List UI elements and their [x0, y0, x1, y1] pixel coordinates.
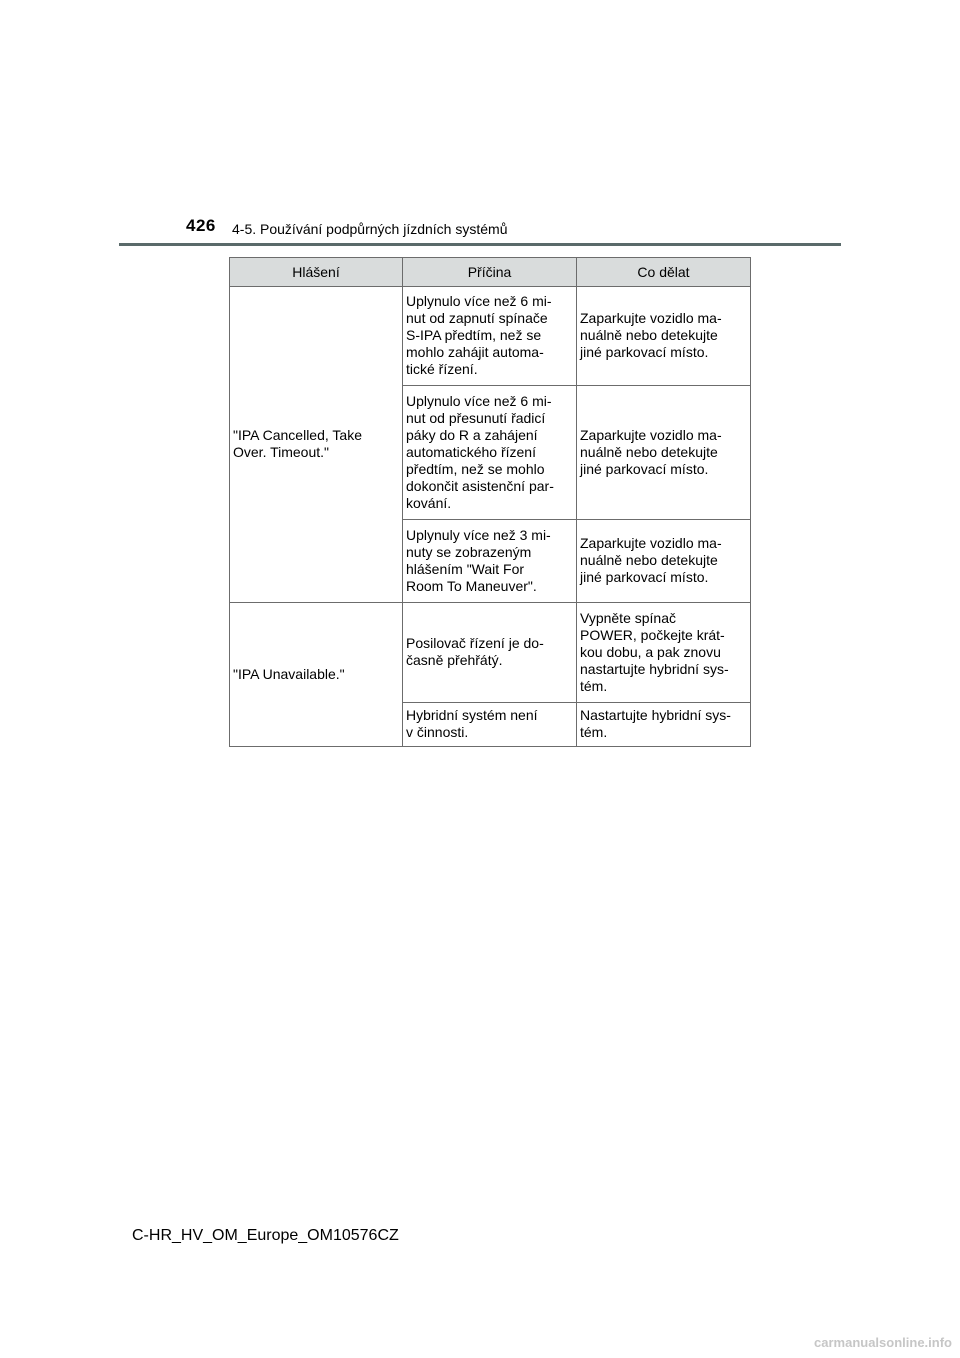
column-header-message: Hlášení	[230, 258, 403, 287]
cause-cell: Uplynuly více než 3 mi- nuty se zobrazeným hlášením "Wait For Room To Maneuver".	[403, 520, 577, 603]
header-divider	[119, 243, 841, 246]
action-cell: Vypněte spínač POWER, počkejte krát- kou dobu, a pak znovu nastartujte hybridní sys- tém.	[577, 603, 751, 703]
cause-cell: Posilovač řízení je do- časně přehřátý.	[403, 603, 577, 703]
action-cell: Zaparkujte vozidlo ma- nuálně nebo detekujte jiné parkovací místo.	[577, 520, 751, 603]
cause-cell: Uplynulo více než 6 mi- nut od přesunutí řadicí páky do R a zahájení automatického řízení předtím, než se mohlo dokončit asistenční par- kování.	[403, 386, 577, 520]
table-row	[230, 603, 751, 703]
message-table	[229, 257, 751, 747]
document-code: C-HR_HV_OM_Europe_OM10576CZ	[132, 1227, 399, 1244]
action-cell: Zaparkujte vozidlo ma- nuálně nebo detekujte jiné parkovací místo.	[577, 287, 751, 386]
message-cell: "IPA Cancelled, Take Over. Timeout."	[230, 287, 403, 603]
action-cell: Zaparkujte vozidlo ma- nuálně nebo detekujte jiné parkovací místo.	[577, 386, 751, 520]
cause-cell: Hybridní systém není v činnosti.	[403, 703, 577, 747]
table-row	[230, 287, 751, 386]
table-header-row	[230, 258, 751, 287]
message-cell: "IPA Unavailable."	[230, 603, 403, 747]
column-header-action: Co dělat	[577, 258, 751, 287]
section-title: 4-5. Používání podpůrných jízdních systémů	[232, 221, 508, 237]
watermark: carmanualsonline.info	[814, 1335, 952, 1350]
column-header-cause: Příčina	[403, 258, 577, 287]
page-number: 426	[186, 216, 216, 235]
cause-cell: Uplynulo více než 6 mi- nut od zapnutí spínače S-IPA předtím, než se mohlo zahájit automa- tické řízení.	[403, 287, 577, 386]
action-cell: Nastartujte hybridní sys- tém.	[577, 703, 751, 747]
